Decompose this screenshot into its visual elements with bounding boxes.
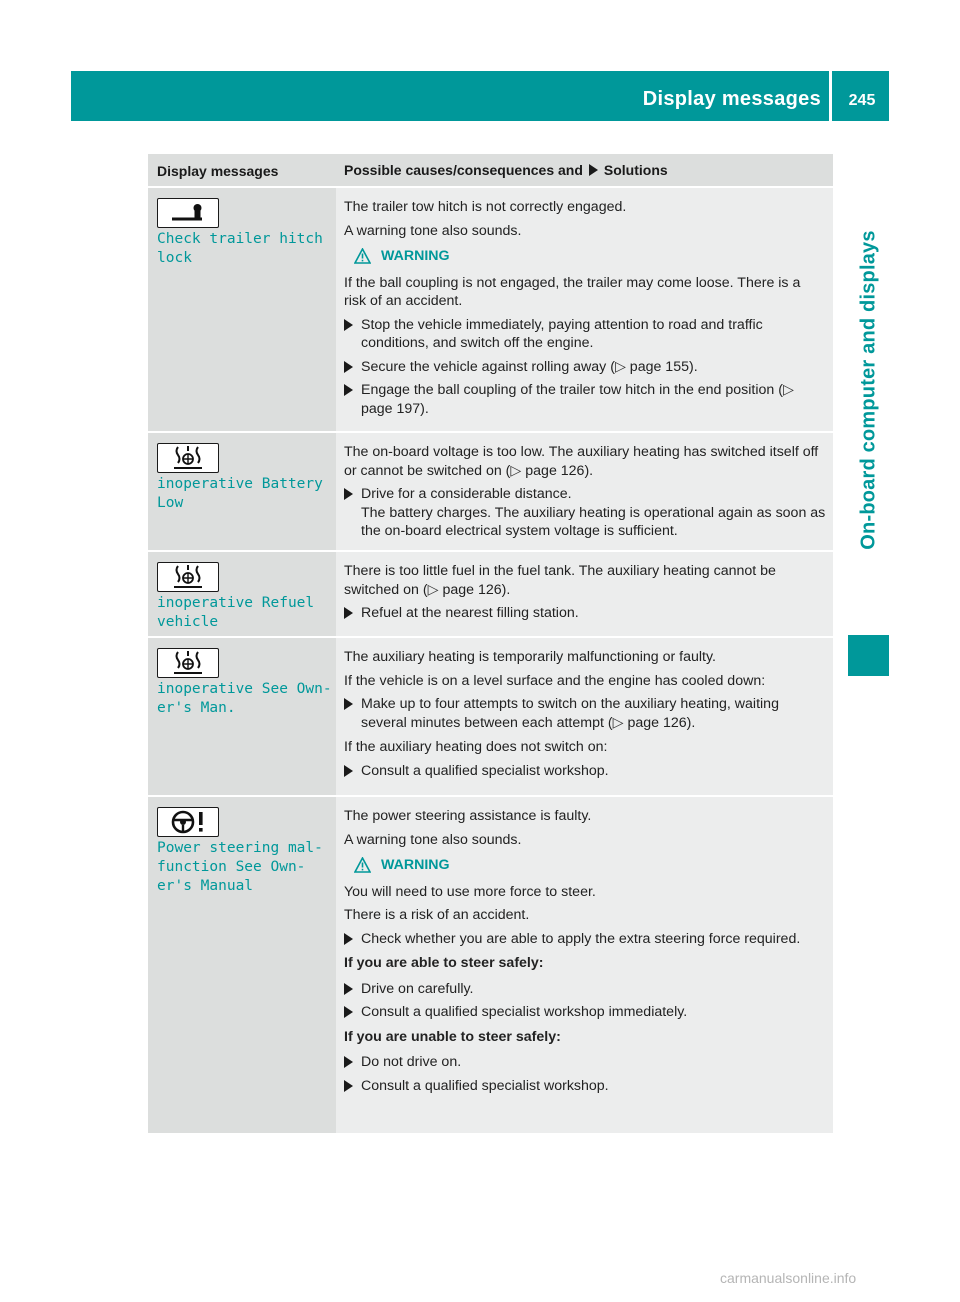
cause-text: If the auxiliary heating does not switch on: [344, 739, 608, 755]
solution-cell [336, 638, 833, 795]
warning-text: There is a risk of an accident. [344, 907, 530, 923]
solution-step: Drive for a considerable distance. The battery charges. The auxiliary heating is operational again as soon as the on-board electrical system voltage is sufficient. [344, 485, 826, 541]
power-steering-warning-icon [157, 807, 219, 837]
page-ref-icon: ▷ [614, 358, 626, 375]
message-cell [148, 433, 336, 550]
auxiliary-heating-icon [157, 648, 219, 678]
cause-text: If the vehicle is on a level surface and the engine has cooled down: [344, 672, 766, 689]
warning-heading [354, 856, 826, 875]
auxiliary-heating-icon [157, 443, 219, 473]
display-message: inoperative See Own‐ er's Man. [157, 681, 332, 716]
warning-text: You will need to use more force to steer. [344, 883, 596, 900]
solution-cell [336, 797, 833, 1133]
cause-text: A warning tone also sounds. [344, 831, 522, 848]
page-number: 245 [848, 92, 876, 109]
message-cell [148, 552, 336, 636]
solution-step: Drive on carefully. [344, 980, 826, 999]
section-tab [848, 170, 889, 610]
warning-text: If the ball coupling is not engaged, the trailer may come loose. There is a risk of an accident. [344, 274, 801, 309]
column-header-solutions-text: Solutions [603, 162, 668, 178]
solution-step: Refuel at the nearest filling station. [344, 604, 826, 623]
warning-label: WARNING [381, 248, 450, 264]
column-header-messages: Display messages [157, 163, 279, 179]
section-tab-label: On-board computer and displays [857, 230, 879, 550]
condition-heading: If you are able to steer safely: [344, 955, 544, 971]
solution-step: Stop the vehicle immediately, paying attention to road and traffic conditions, and switch off the engine. [344, 316, 826, 353]
warning-heading [354, 247, 826, 266]
cause-text: The auxiliary heating is temporarily malfunctioning or faulty. [344, 649, 716, 665]
message-cell [148, 638, 336, 795]
solution-step: Consult a qualified specialist workshop. [344, 1077, 826, 1096]
table-row [148, 636, 833, 795]
auxiliary-heating-icon [157, 562, 219, 592]
solution-cell [336, 188, 833, 431]
message-cell [148, 188, 336, 431]
table-header [148, 154, 833, 186]
solution-step: Consult a qualified specialist workshop immediately. [344, 1003, 826, 1022]
solution-cell [336, 433, 833, 550]
cause-text: The trailer tow hitch is not correctly engaged. [344, 199, 627, 215]
cause-text: The power steering assistance is faulty. [344, 808, 592, 824]
page-ref-icon: ▷ [427, 581, 439, 598]
trailer-hitch-icon [157, 198, 219, 228]
warning-triangle-icon [354, 857, 371, 873]
display-message: Check trailer hitch lock [157, 231, 323, 266]
solution-step: Consult a qualified specialist workshop. [344, 762, 826, 781]
solution-cell [336, 552, 833, 636]
message-cell [148, 797, 336, 1133]
watermark: carmanualsonline.info [720, 1270, 857, 1286]
solution-step: Do not drive on. [344, 1053, 826, 1072]
table-row [148, 795, 833, 1133]
display-message: Power steering mal‐ function See Own‐ er's Manual [157, 840, 323, 894]
cause-text: There is too little fuel in the fuel tank. The auxiliary heating cannot be switched on (▷ page 126). [344, 563, 776, 598]
cause-text: The on-board voltage is too low. The auxiliary heating has switched itself off or cannot be switched on (▷ page 126). [344, 444, 819, 479]
warning-triangle-icon [354, 248, 371, 264]
table-row [148, 186, 833, 431]
page-ref-icon: ▷ [782, 382, 794, 398]
section-marker [848, 635, 889, 676]
table-row [148, 550, 833, 636]
page-ref-icon: ▷ [510, 462, 522, 479]
solution-step: Engage the ball coupling of the trailer tow hitch in the end position (▷ page 197). [344, 381, 826, 418]
display-messages-table [148, 154, 833, 1133]
warning-label: WARNING [381, 857, 450, 873]
display-message: inoperative Battery Low [157, 476, 323, 511]
page-ref-icon: ▷ [612, 714, 624, 731]
cause-text: A warning tone also sounds. [344, 222, 522, 239]
column-header-causes-text: Possible causes/consequences and [344, 162, 583, 178]
solution-step: Check whether you are able to apply the extra steering force required. [344, 930, 826, 949]
action-arrow-icon [589, 164, 598, 176]
solution-step: Secure the vehicle against rolling away (▷ page 155). [344, 358, 826, 377]
table-row [148, 431, 833, 550]
condition-heading: If you are unable to steer safely: [344, 1028, 561, 1045]
solution-step: Make up to four attempts to switch on the auxiliary heating, waiting several minutes between each attempt (▷ page 126). [344, 695, 826, 732]
page-title: Display messages [642, 88, 821, 110]
column-header-causes [336, 154, 833, 186]
display-message: inoperative Refuel vehicle [157, 595, 315, 630]
header-separator [829, 71, 832, 121]
